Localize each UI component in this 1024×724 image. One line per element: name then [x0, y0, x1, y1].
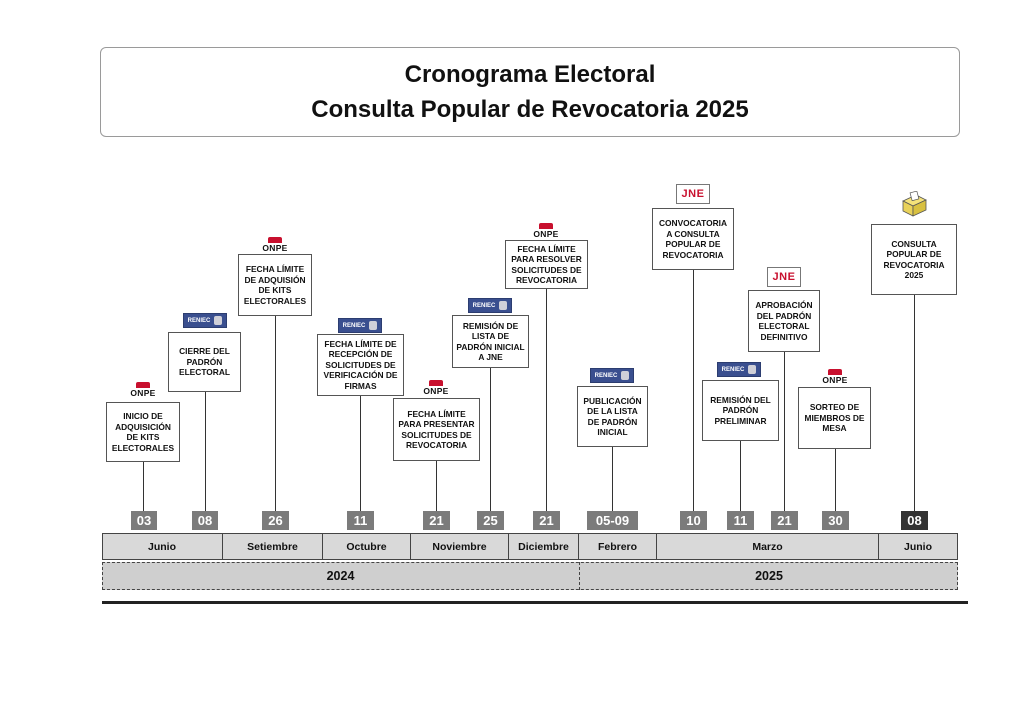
event-connector	[693, 269, 694, 511]
event-box: FECHA LÍMITE PARA RESOLVER SOLICITUDES DE REVOCATORIA	[505, 240, 588, 289]
jne-logo-icon: JNE	[676, 184, 710, 204]
day-badge: 30	[822, 511, 849, 530]
onpe-logo-icon: ONPE	[256, 236, 294, 254]
day-badge: 21	[533, 511, 560, 530]
event-connector	[490, 367, 491, 511]
reniec-logo-icon: RENIEC	[183, 313, 227, 328]
event-connector	[784, 351, 785, 511]
event-box: FECHA LÍMITE DE ADQUISIÓN DE KITS ELECTORALES	[238, 254, 312, 316]
reniec-logo-icon: RENIEC	[468, 298, 512, 313]
day-badge: 11	[727, 511, 754, 530]
month-label: Setiembre	[247, 540, 298, 553]
event-connector	[143, 461, 144, 511]
event-box: REMISIÓN DE LISTA DE PADRÓN INICIAL A JNE	[452, 315, 529, 368]
event-box: INICIO DE ADQUISICIÓN DE KITS ELECTORALES	[106, 402, 180, 462]
event-connector	[835, 448, 836, 511]
event-box: FECHA LÍMITE PARA PRESENTAR SOLICITUDES DE REVOCATORIA	[393, 398, 480, 461]
reniec-logo-icon: RENIEC	[717, 362, 761, 377]
day-badge: 26	[262, 511, 289, 530]
day-badge: 05-09	[587, 511, 638, 530]
event-box: CIERRE DEL PADRÓN ELECTORAL	[168, 332, 241, 392]
event-box: REMISIÓN DEL PADRÓN PRELIMINAR	[702, 380, 779, 441]
event-box: CONVOCATORIA A CONSULTA POPULAR DE REVOCATORIA	[652, 208, 734, 270]
event-box: PUBLICACIÓN DE LA LISTA DE PADRÓN INICIAL	[577, 386, 648, 447]
event-box: SORTEO DE MIEMBROS DE MESA	[798, 387, 871, 449]
month-label: Diciembre	[518, 540, 569, 553]
month-label: Junio	[904, 540, 932, 553]
onpe-logo-icon: ONPE	[816, 368, 854, 386]
month-label: Noviembre	[432, 540, 487, 553]
event-connector	[205, 390, 206, 511]
month-label: Octubre	[346, 540, 387, 553]
event-connector	[436, 460, 437, 511]
base-rule	[102, 601, 968, 604]
onpe-logo-icon: ONPE	[124, 381, 162, 399]
title-box	[100, 47, 960, 137]
day-badge: 21	[423, 511, 450, 530]
event-connector	[275, 315, 276, 511]
ballot-box-icon	[900, 191, 928, 217]
day-badge: 08	[192, 511, 218, 530]
title-line-1: Cronograma Electoral	[404, 61, 656, 88]
month-label: Marzo	[752, 540, 783, 553]
day-badge: 08	[901, 511, 928, 530]
month-label: Junio	[148, 540, 176, 553]
month-label: Febrero	[597, 540, 638, 553]
title-line-2: Consulta Popular de Revocatoria 2025	[311, 96, 749, 123]
onpe-logo-icon: ONPE	[417, 379, 455, 397]
year-label: 2025	[755, 569, 783, 583]
onpe-logo-icon: ONPE	[527, 222, 565, 240]
day-badge: 25	[477, 511, 504, 530]
event-connector	[612, 446, 613, 511]
day-badge: 03	[131, 511, 157, 530]
reniec-logo-icon: RENIEC	[338, 318, 382, 333]
event-connector	[740, 440, 741, 511]
event-connector	[914, 294, 915, 511]
reniec-logo-icon: RENIEC	[590, 368, 634, 383]
day-badge: 21	[771, 511, 798, 530]
day-badge: 10	[680, 511, 707, 530]
year-label: 2024	[326, 569, 355, 583]
event-box: FECHA LÍMITE DE RECEPCIÓN DE SOLICITUDES DE VERIFICACIÓN DE FIRMAS	[317, 334, 404, 396]
event-box: CONSULTA POPULAR DE REVOCATORIA 2025	[871, 224, 957, 295]
day-badge: 11	[347, 511, 374, 530]
event-box: APROBACIÓN DEL PADRÓN ELECTORAL DEFINITIVO	[748, 290, 820, 352]
event-connector	[546, 288, 547, 511]
jne-logo-icon: JNE	[767, 267, 801, 287]
event-connector	[360, 395, 361, 511]
